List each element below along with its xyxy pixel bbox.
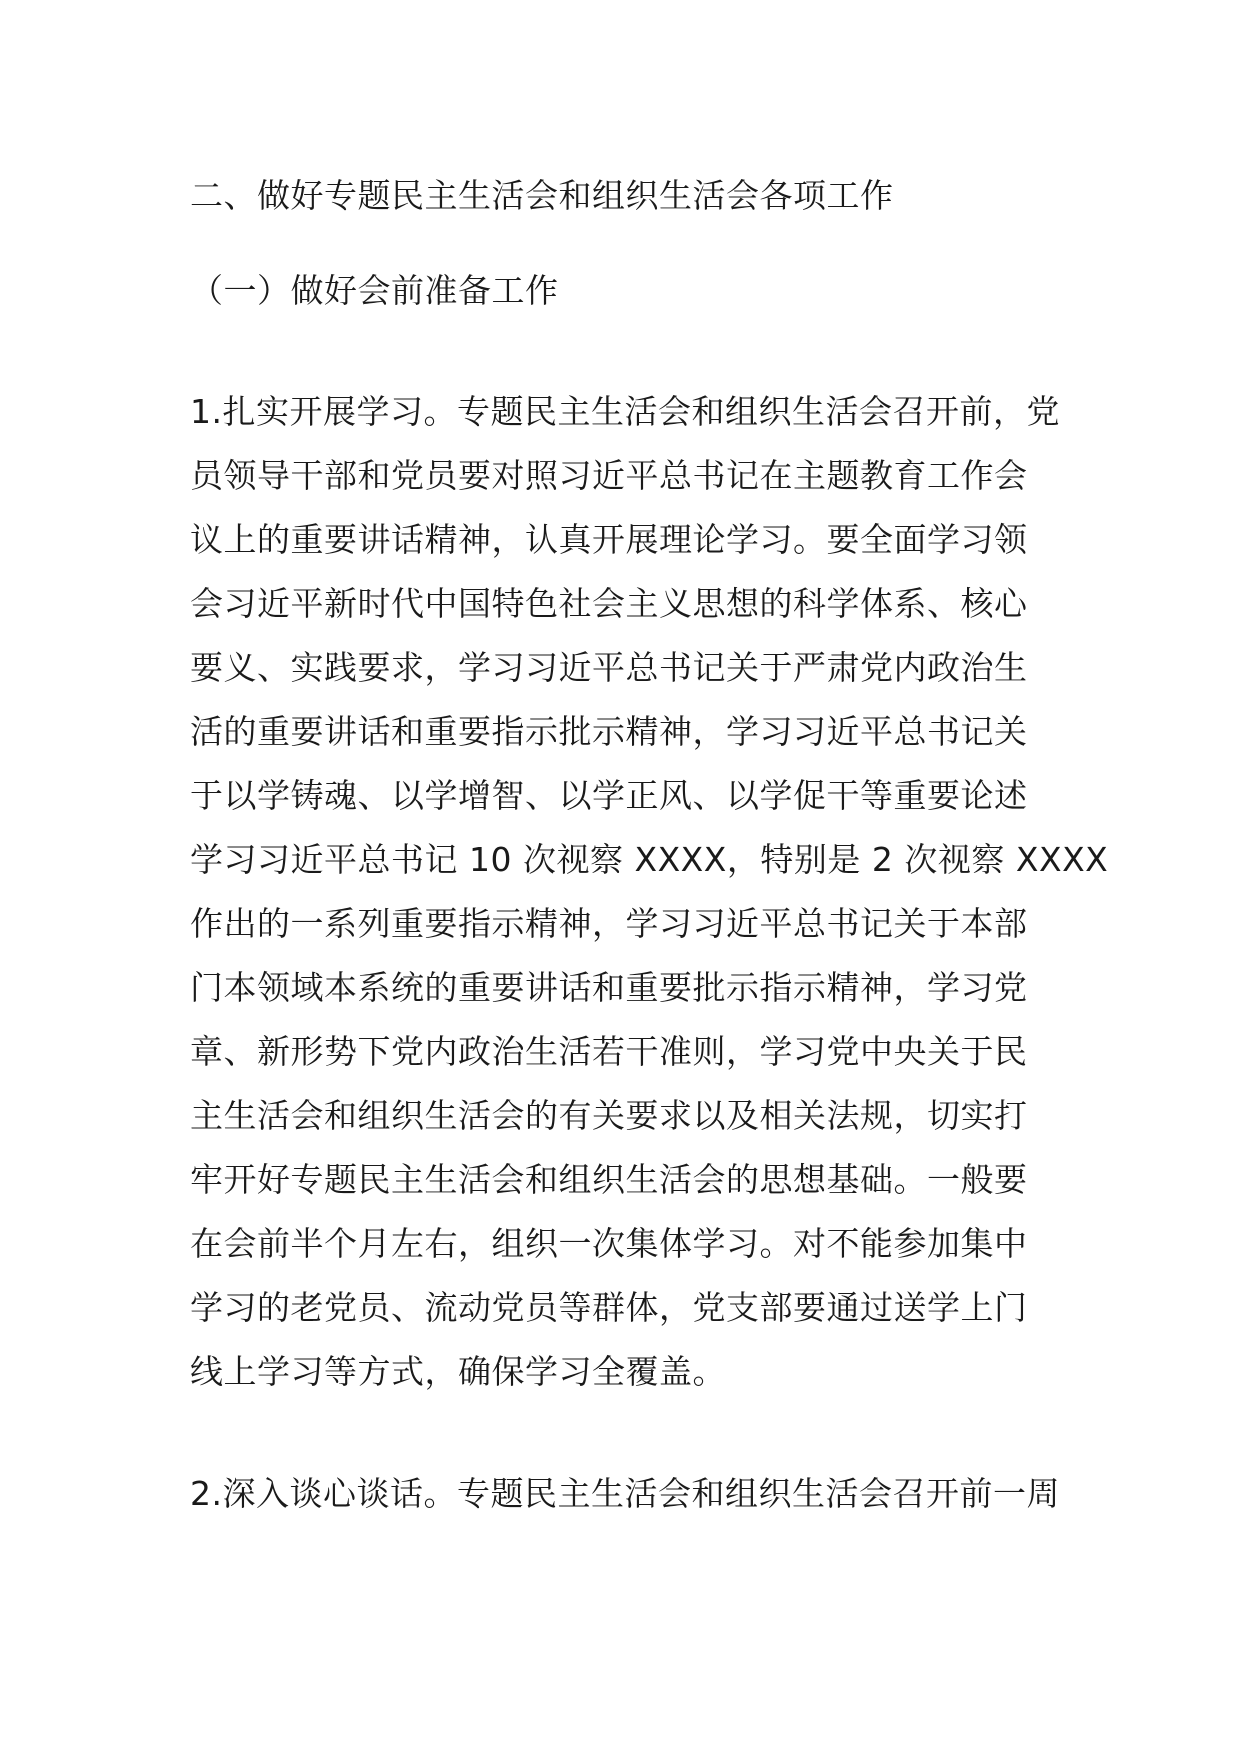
paragraph-line: 员领导干部和党员要对照习近平总书记在主题教育工作会 (190, 456, 1028, 495)
paragraph-line: 议上的重要讲话精神，认真开展理论学习。要全面学习领 (190, 520, 1028, 559)
paragraph-line: 1.扎实开展学习。专题民主生活会和组织生活会召开前，党 (190, 392, 1060, 431)
subsection-heading: （一）做好会前准备工作 (190, 271, 559, 310)
paragraph-line: 活的重要讲话和重要指示批示精神，学习习近平总书记关 (190, 712, 1028, 751)
section-heading: 二、做好专题民主生活会和组织生活会各项工作 (190, 176, 894, 215)
paragraph-line: 在会前半个月左右，组织一次集体学习。对不能参加集中 (190, 1224, 1028, 1263)
paragraph-line: 牢开好专题民主生活会和组织生活会的思想基础。一般要 (190, 1160, 1028, 1199)
paragraph-line: 会习近平新时代中国特色社会主义思想的科学体系、核心 (190, 584, 1028, 623)
paragraph-line: 作出的一系列重要指示精神，学习习近平总书记关于本部 (190, 904, 1028, 943)
paragraph-line: 门本领域本系统的重要讲话和重要批示指示精神，学习党 (190, 968, 1028, 1007)
paragraph-line: 学习的老党员、流动党员等群体，党支部要通过送学上门 (190, 1288, 1028, 1327)
paragraph-line: 要义、实践要求，学习习近平总书记关于严肃党内政治生 (190, 648, 1028, 687)
paragraph-line: 章、新形势下党内政治生活若干准则，学习党中央关于民 (190, 1032, 1028, 1071)
paragraph-line: 主生活会和组织生活会的有关要求以及相关法规，切实打 (190, 1096, 1028, 1135)
paragraph-line: 学习习近平总书记 10 次视察 XXXX，特别是 2 次视察 XXXX (190, 840, 1109, 879)
paragraph-line: 于以学铸魂、以学增智、以学正风、以学促干等重要论述 (190, 776, 1028, 815)
paragraph-line: 2.深入谈心谈话。专题民主生活会和组织生活会召开前一周 (190, 1474, 1060, 1513)
paragraph-line: 线上学习等方式，确保学习全覆盖。 (190, 1352, 726, 1391)
